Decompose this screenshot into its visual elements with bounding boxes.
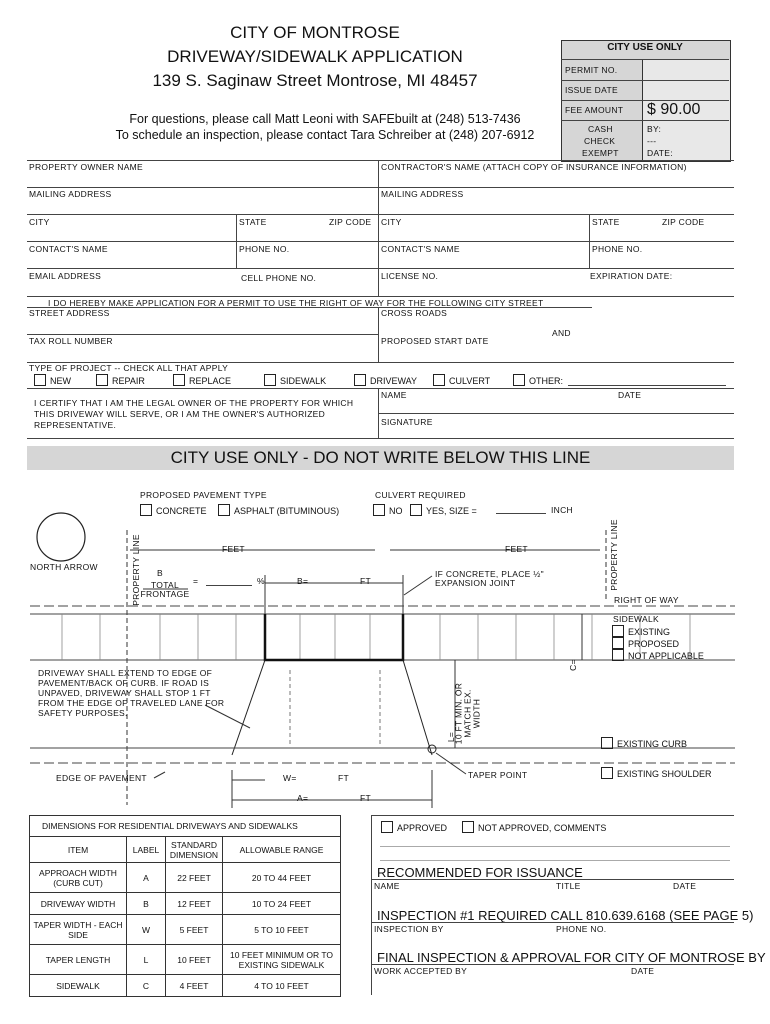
b-equals-label: B= [297,576,309,586]
and-label: AND [552,328,571,338]
b-ft-label: FT [360,576,371,586]
contractor-state-field[interactable]: STATE [592,217,620,227]
table-row [30,915,341,945]
w-equals-label: W= [283,773,297,783]
sidewalk-na-checkbox[interactable]: NOT APPLICABLE [612,649,704,661]
table-row [30,975,341,997]
inch-label: INCH [551,505,573,515]
contractor-zip-field[interactable]: ZIP CODE [662,217,705,227]
by-label: BY: [647,124,662,134]
cash-label: CASH [588,124,613,134]
city-field[interactable]: CITY [29,217,50,227]
dims-header-range: ALLOWABLE RANGE [223,837,341,863]
dims-cell: 12 FEET [166,893,223,915]
permit-no-label: PERMIT NO. [565,65,618,75]
dims-cell: TAPER LENGTH [30,945,127,975]
form-title: DRIVEWAY/SIDEWALK APPLICATION [167,47,463,66]
dims-header-item: ITEM [30,837,127,863]
inspection-contact-line: To schedule an inspection, please contact Tara Schreiber at (248) 207-6912 [115,128,535,142]
asphalt-checkbox[interactable]: ASPHALT (BITUMINOUS) [218,504,339,516]
street-address-field[interactable]: STREET ADDRESS [29,308,110,318]
dims-cell: 4 FEET [166,975,223,997]
pavement-type-label: PROPOSED PAVEMENT TYPE [140,490,267,500]
dims-header-label: LABEL [127,837,166,863]
culvert-required-label: CULVERT REQUIRED [375,490,466,500]
dims-cell: DRIVEWAY WIDTH [30,893,127,915]
contractor-contact-field[interactable]: CONTACT'S NAME [381,244,460,254]
expansion-joint-note: IF CONCRETE, PLACE ½" EXPANSION JOINT [435,569,544,588]
edge-pavement-leader [154,772,165,778]
recommended-date-label[interactable]: DATE [673,881,697,891]
fee-amount-value: $ 90.00 [647,101,701,118]
culvert-yes-checkbox[interactable]: YES, SIZE = [410,504,477,516]
sidewalk-existing-checkbox[interactable]: EXISTING [612,625,670,637]
cell-phone-field[interactable]: CELL PHONE NO. [241,273,317,283]
hereby-statement: I DO HEREBY MAKE APPLICATION FOR A PERMIT TO USE THE RIGHT OF WAY FOR THE FOLLOWING CITY STREET [48,298,544,308]
phone-field[interactable]: PHONE NO. [239,244,290,254]
contractor-name-field[interactable]: CONTRACTOR'S NAME (ATTACH COPY OF INSURANCE INFORMATION) [381,162,687,172]
dims-cell: 5 TO 10 FEET [223,915,341,945]
taper-point-marker [428,745,436,753]
email-field[interactable]: EMAIL ADDRESS [29,271,102,281]
dims-cell: APPROACH WIDTH (CURB CUT) [30,863,127,893]
ratio-b: B [157,568,163,578]
inspection-by-label[interactable]: INSPECTION BY [374,924,444,934]
dims-cell: 10 TO 24 FEET [223,893,341,915]
city-use-banner-text: CITY USE ONLY - DO NOT WRITE BELOW THIS LINE [170,448,591,467]
ratio-pct: % [257,576,265,586]
sidewalk-proposed-checkbox[interactable]: PROPOSED [612,637,679,649]
new-checkbox[interactable]: NEW [34,374,71,386]
contact-name-field[interactable]: CONTACT'S NAME [29,244,108,254]
dims-cell: W [127,915,166,945]
a-ft-label: FT [360,793,371,803]
dims-table-title: DIMENSIONS FOR RESIDENTIAL DRIVEWAYS AND SIDEWALKS [30,816,341,837]
extend-pavement-note: DRIVEWAY SHALL EXTEND TO EDGE OF PAVEMENT/BACK OF CURB. IF ROAD IS UNPAVED, DRIVEWAY SHALL STOP 1 FT FROM THE EDGE OF TRAVELED LANE FOR SAFETY PURPOSES. [38,668,225,718]
approved-checkbox[interactable]: APPROVED [381,821,447,833]
min-width-note: 10 FT MIN. OR MATCH EX. WIDTH [453,682,482,745]
dims-cell: C [127,975,166,997]
dims-cell: 20 TO 44 FEET [223,863,341,893]
table-row [30,945,341,975]
cross-roads-field[interactable]: CROSS ROADS [381,308,448,318]
dims-cell: L [127,945,166,975]
ratio-equals: = [193,576,199,586]
dims-cell: A [127,863,166,893]
table-row [30,863,341,893]
license-field[interactable]: LICENSE NO. [381,271,439,281]
c-equals-label: C= [567,659,578,671]
dims-cell: B [127,893,166,915]
form-address: 139 S. Saginaw Street Montrose, MI 48457 [152,71,478,90]
expansion-leader [404,576,432,595]
recommended-name-label[interactable]: NAME [374,881,400,891]
dims-cell: 10 FEET [166,945,223,975]
start-date-field[interactable]: PROPOSED START DATE [381,336,489,346]
dimensions-table [29,815,341,997]
sidewalk-joints [62,614,690,660]
driveway-outline [265,614,403,660]
certify-statement: I CERTIFY THAT I AM THE LEGAL OWNER OF THE PROPERTY FOR WHICH THIS DRIVEWAY WILL SERVE, OR I AM THE OWNER'S AUTHORIZED REPRESENTATIVE. [34,398,354,430]
zip-field[interactable]: ZIP CODE [329,217,372,227]
north-arrow-label: NORTH ARROW [30,562,98,572]
repair-checkbox[interactable]: REPAIR [96,374,145,386]
edge-of-pavement-label: EDGE OF PAVEMENT [56,773,147,783]
l-equals-label: L= [446,731,457,743]
project-type-label: TYPE OF PROJECT -- CHECK ALL THAT APPLY [29,363,229,373]
a-equals-label: A= [297,793,309,803]
state-field[interactable]: STATE [239,217,267,227]
dims-header-standard: STANDARD DIMENSION [166,837,223,863]
other-checkbox[interactable]: OTHER: [513,374,563,386]
dims-cell: TAPER WIDTH - EACH SIDE [30,915,127,945]
replace-checkbox[interactable]: REPLACE [173,374,231,386]
work-accepted-label[interactable]: WORK ACCEPTED BY [374,966,468,976]
mailing-address-field[interactable]: MAILING ADDRESS [29,189,112,199]
questions-line: For questions, please call Matt Leoni with SAFEbuilt at (248) 513-7436 [129,112,521,126]
existing-shoulder-checkbox[interactable]: EXISTING SHOULDER [601,767,712,779]
owner-name-field[interactable]: PROPERTY OWNER NAME [29,162,144,172]
taper-point-label: TAPER POINT [468,770,528,780]
right-of-way-label: RIGHT OF WAY [614,595,679,605]
contractor-city-field[interactable]: CITY [381,217,402,227]
name-field[interactable]: NAME [381,390,407,400]
dims-cell: 22 FEET [166,863,223,893]
north-arrow-circle [37,513,85,561]
inspection-phone-label[interactable]: PHONE NO. [556,924,607,934]
dims-cell: SIDEWALK [30,975,127,997]
date-label: DATE: [647,148,673,158]
existing-curb-checkbox[interactable]: EXISTING CURB [601,737,687,749]
dims-cell: 10 FEET MINIMUM OR TO EXISTING SIDEWALK [223,945,341,975]
sidewalk-label: SIDEWALK [613,614,660,624]
contractor-phone-field[interactable]: PHONE NO. [592,244,643,254]
expiration-field[interactable]: EXPIRATION DATE: [590,271,673,281]
driveway-checkbox[interactable]: DRIVEWAY [354,374,417,386]
exempt-label: EXEMPT [582,148,619,158]
ratio-total-frontage: TOTAL FRONTAGE [140,580,190,599]
right-property-line-label: PROPERTY LINE [608,519,619,591]
recommended-title-label[interactable]: TITLE [556,881,581,891]
dims-cell: 5 FEET [166,915,223,945]
by-value: --- [647,136,657,146]
concrete-checkbox[interactable]: CONCRETE [140,504,207,516]
left-property-line-label: PROPERTY LINE [130,534,141,606]
not-approved-checkbox[interactable]: NOT APPROVED, COMMENTS [462,821,606,833]
issue-date-label: ISSUE DATE [565,85,618,95]
culvert-checkbox[interactable]: CULVERT [433,374,490,386]
city-use-title: CITY USE ONLY [607,42,683,53]
right-feet-label: FEET [505,544,528,554]
check-label: CHECK [584,136,616,146]
culvert-no-checkbox[interactable]: NO [373,504,403,516]
dims-cell: 4 TO 10 FEET [223,975,341,997]
right-taper [403,660,432,755]
form-city: CITY OF MONTROSE [230,23,400,42]
contractor-mailing-field[interactable]: MAILING ADDRESS [381,189,464,199]
recommended-heading: RECOMMENDED FOR ISSUANCE [377,865,583,880]
signature-field[interactable]: SIGNATURE [381,417,433,427]
w-ft-label: FT [338,773,349,783]
fee-amount-label: FEE AMOUNT [565,105,624,115]
sidewalk-checkbox[interactable]: SIDEWALK [264,374,326,386]
date-field[interactable]: DATE [618,390,642,400]
final-inspection-heading: FINAL INSPECTION & APPROVAL FOR CITY OF MONTROSE BY [377,950,766,965]
left-feet-label: FEET [222,544,245,554]
tax-roll-field[interactable]: TAX ROLL NUMBER [29,336,113,346]
inspection-heading: INSPECTION #1 REQUIRED CALL 810.639.6168 (SEE PAGE 5) [377,908,754,923]
work-accepted-date-label[interactable]: DATE [631,966,655,976]
table-row [30,893,341,915]
